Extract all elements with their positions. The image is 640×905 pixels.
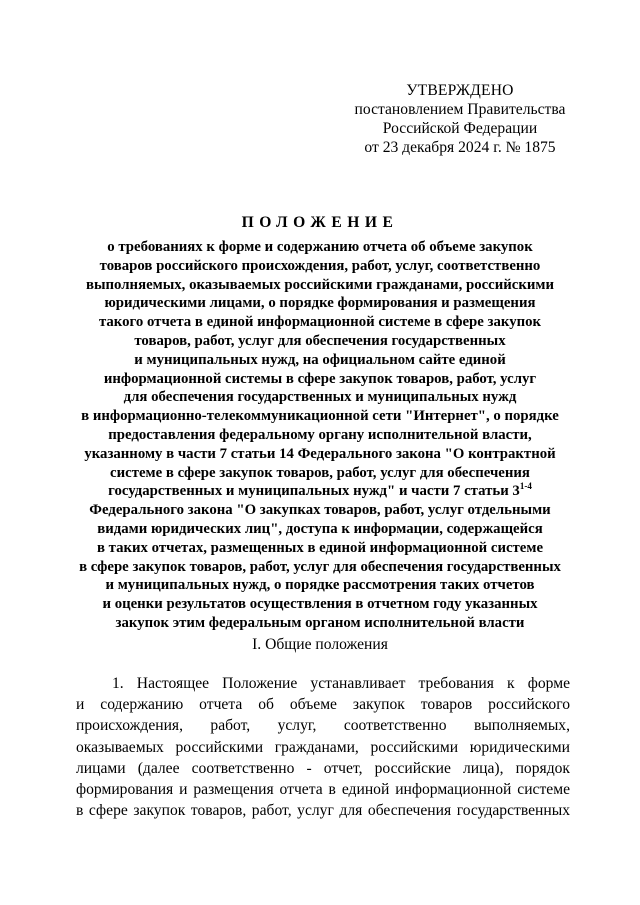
subtitle-line: и муниципальных нужд, на официальном сайте единой	[134, 351, 506, 368]
paragraph-line: формирования и размещения отчета в единой информационной системе	[76, 781, 570, 799]
subtitle-line: в таких отчетах, размещенных в единой информационной системе	[96, 539, 544, 556]
subtitle-line: в информационно-телекоммуникационной сети "Интернет", о порядке	[81, 408, 559, 425]
subtitle-line: о требованиях к форме и содержанию отчета об объеме закупок	[107, 239, 533, 255]
subtitle-line: товаров российского происхождения, работ, услуг, соответственно	[99, 257, 541, 274]
paragraph-line: в сфере закупок товаров, работ, услуг для обеспечения государственных	[76, 802, 570, 820]
paragraph-line: лицами (далее соответственно - отчет, российские лица), порядок	[76, 759, 570, 777]
paragraph-line: 1. Настоящее Положение устанавливает требования к форме	[112, 675, 570, 692]
subtitle-line: указанному в части 7 статьи 14 Федерального закона "О контрактной	[84, 445, 556, 462]
document-subtitle	[70, 238, 570, 633]
paragraph-line: и содержанию отчета об объеме закупок товаров российского	[76, 696, 570, 714]
subtitle-line: товаров, работ, услуг для обеспечения государственных	[134, 332, 506, 349]
subtitle-line: выполняемых, оказываемых российскими гражданами, российскими	[85, 276, 555, 293]
approval-line: от 23 декабря 2024 г. № 1875	[364, 139, 556, 156]
subtitle-superscript: 1-4	[519, 481, 532, 492]
subtitle-line: такого отчета в единой информационной системе в сфере закупок	[98, 314, 542, 331]
subtitle-line: предоставления федеральному органу исполнительной власти,	[108, 426, 532, 443]
approval-line: постановлением Правительства	[354, 101, 566, 118]
subtitle-line: в сфере закупок товаров, работ, услуг для обеспечения государственных	[79, 558, 561, 575]
subtitle-line-text: государственных и муниципальных нужд" и части 7 статьи 3	[108, 483, 520, 500]
approval-line: Российской Федерации	[382, 120, 538, 137]
paragraph-line: оказываемых российскими гражданами, российскими юридическими	[76, 738, 570, 756]
section-heading: I. Общие положения	[252, 636, 388, 653]
subtitle-line: для обеспечения государственных и муниципальных нужд	[123, 389, 517, 406]
approval-block	[330, 81, 590, 157]
approval-stamp: УТВЕРЖДЕНО	[406, 82, 514, 99]
subtitle-line: закупок этим федеральным органом исполнительной власти	[115, 614, 525, 631]
subtitle-line: Федерального закона "О закупках товаров, работ, услуг отдельными	[89, 502, 551, 519]
document-title: ПОЛОЖЕНИЕ	[241, 214, 399, 231]
subtitle-line	[70, 482, 570, 501]
subtitle-line: и оценки результатов осуществления в отчетном году указанных	[102, 596, 538, 613]
subtitle-line: и муниципальных нужд, о порядке рассмотрения таких отчетов	[105, 577, 535, 594]
subtitle-line: юридическими лицами, о порядке формирования и размещения	[104, 295, 536, 312]
subtitle-line: системе в сфере закупок товаров, работ, услуг для обеспечения	[110, 464, 530, 481]
paragraph-1	[76, 673, 570, 821]
paragraph-line: происхождения, работ, услуг, соответственно выполняемых,	[76, 717, 570, 735]
subtitle-line: информационной системы в сфере закупок товаров, работ, услуг	[103, 370, 537, 387]
subtitle-line: видами юридических лиц", доступа к информации, содержащейся	[97, 520, 543, 537]
